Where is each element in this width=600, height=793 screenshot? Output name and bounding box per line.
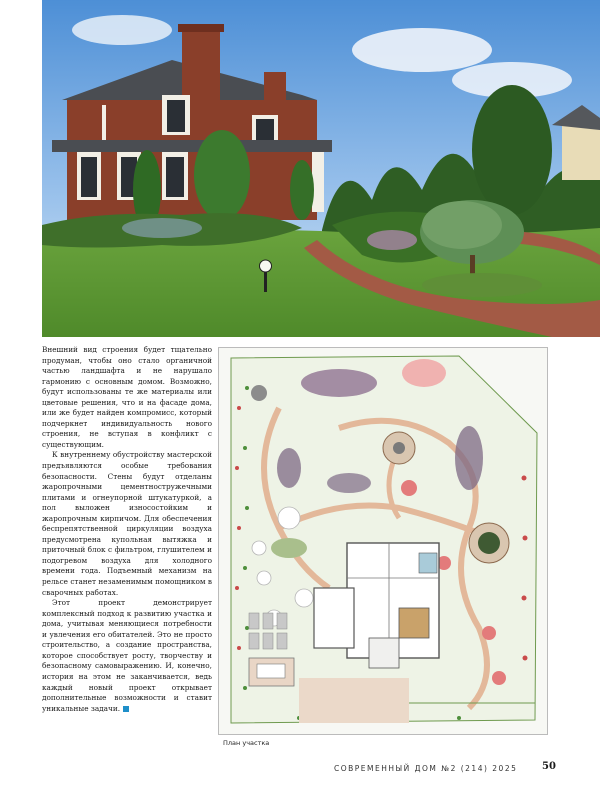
plan-caption: План участка [223, 739, 270, 747]
article-text [42, 345, 212, 714]
site-plan [218, 347, 548, 735]
house-photo [42, 0, 600, 337]
article-paragraph-1: Внешний вид строения будет тщательно продуман, чтобы оно стало органичной частью ландшафта и не нарушало гармонию с основным домом. Возможно, будут использованы те же материалы или цветовые решения, что и на фасаде дома, или же будет найден компромисс, который подчеркнет индивидуальность нового строения, не вступая в конфликт с существующим. [42, 345, 212, 449]
footer-magazine-title: СОВРЕМЕННЫЙ ДОМ №2 (214) 2025 [334, 764, 518, 773]
article-paragraph-3 [42, 598, 212, 714]
end-of-article-mark [123, 706, 129, 712]
page-number: 50 [542, 761, 556, 772]
article-paragraph-2: К внутреннему обустройству мастерской предъявляются особые требования безопасности. Стены будут отделаны жаропрочными цементностружечными плитами и огнеупорной штукатуркой, а пол выложен износостойким и жаропрочным кирпичом. Для обеспечения беспрепятственной циркуляции воздуха предусмотрена купольная вытяжка и приточный блок с фильтром, глушителем и подогревом воздуха для холодного времени года. Подъемный механизм на рельсе станет незаменимым помощником в сварочных работах. [42, 450, 212, 597]
article-paragraph-3-text: Этот проект демонстрирует комплексный подход к развитию участка и дома, учитывая меняющиеся потребности и увлечения его обитателей. Это не просто строительство, а создание пространства, которое способствует росту, творчеству и безопасному самовыражению. И, конечно, история на этом не заканчивается, ведь каждый новый проект открывает дополнительные возможности и ставит уникальные задачи. [42, 598, 212, 713]
